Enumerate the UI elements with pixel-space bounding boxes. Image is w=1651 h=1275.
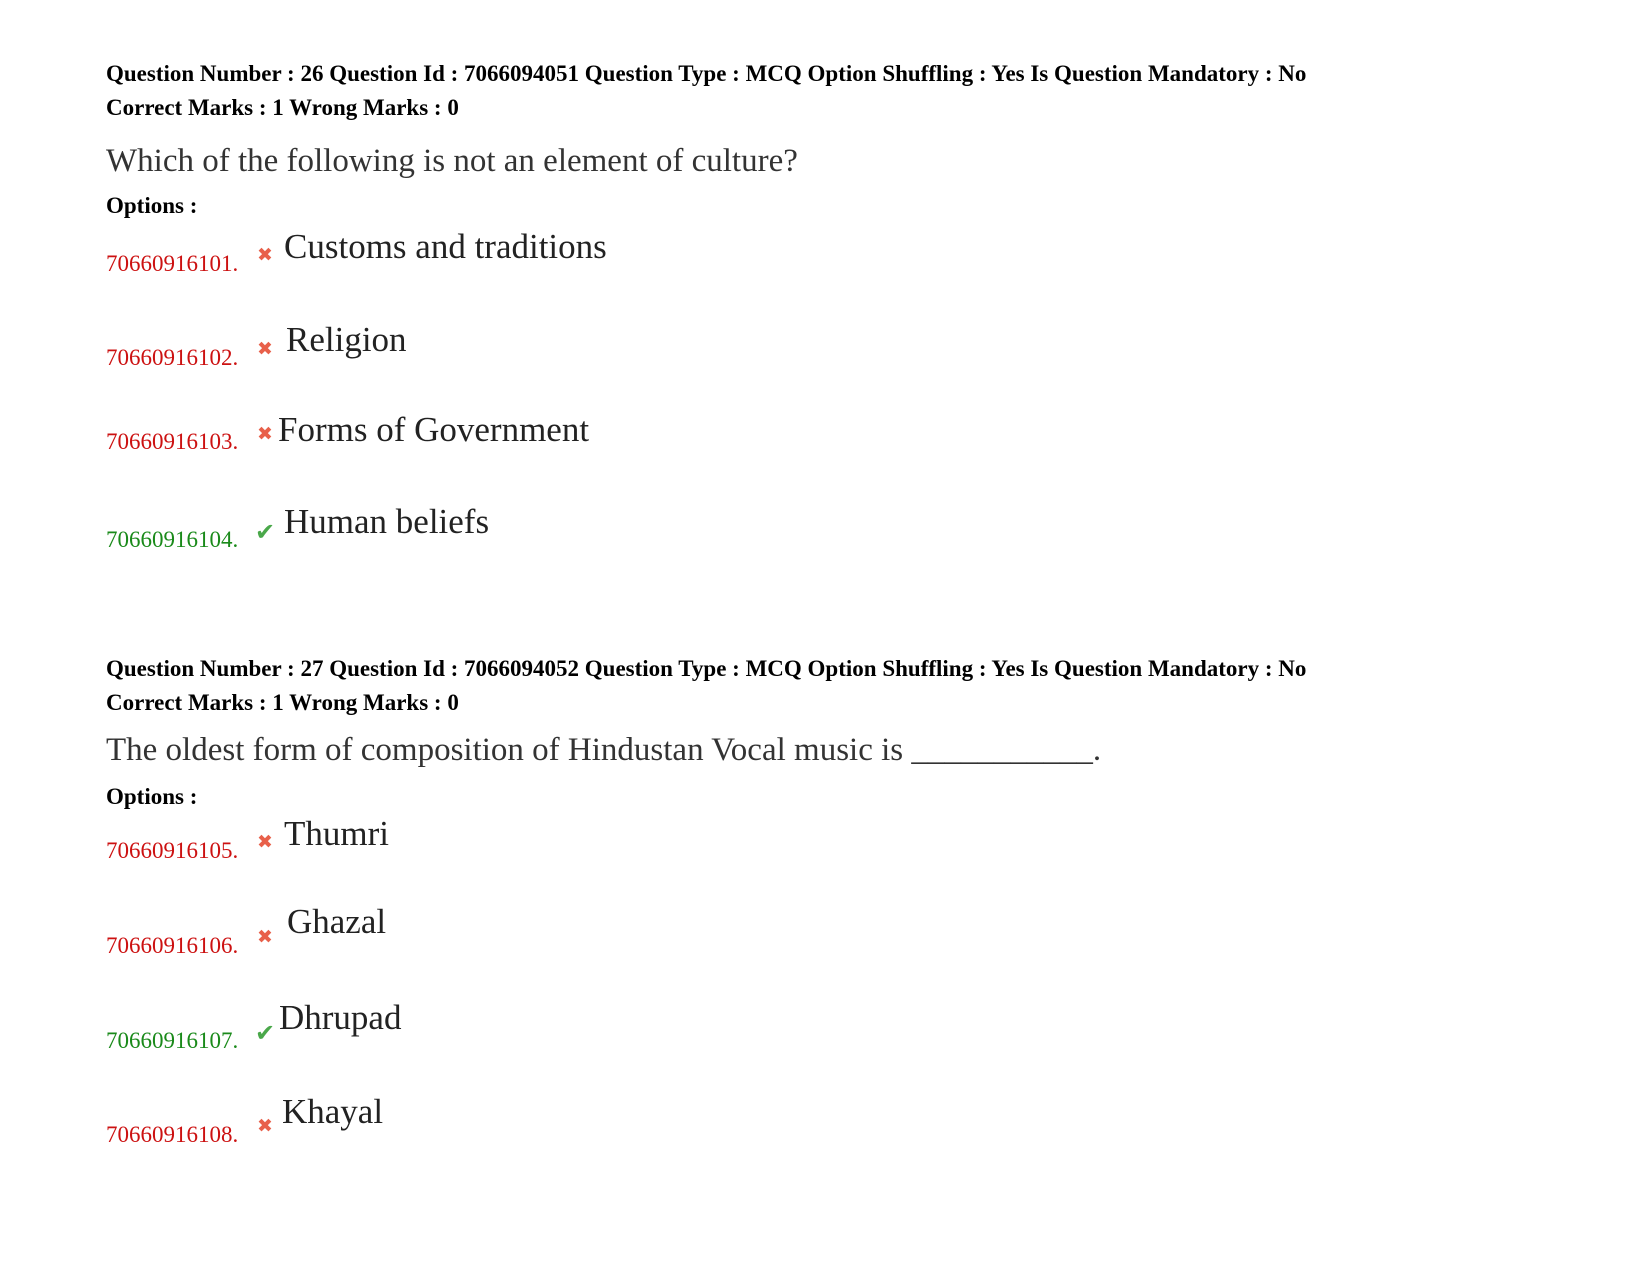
- question-text: The oldest form of composition of Hindustan Vocal music is ___________.: [106, 732, 1102, 768]
- cross-icon: ✖: [257, 831, 273, 853]
- option-text: Forms of Government: [278, 410, 590, 449]
- option-text: Human beliefs: [284, 502, 490, 541]
- question-marks-line: Correct Marks : 1 Wrong Marks : 0: [106, 95, 459, 120]
- cross-icon: ✖: [257, 423, 273, 445]
- option-id: 70660916108.: [106, 1122, 239, 1147]
- option-text: Thumri: [284, 814, 389, 853]
- question-marks-line: Correct Marks : 1 Wrong Marks : 0: [106, 690, 459, 715]
- option-id: 70660916102.: [106, 345, 239, 370]
- options-label: Options :: [106, 193, 198, 218]
- cross-icon: ✖: [257, 1115, 273, 1137]
- options-label: Options :: [106, 784, 198, 809]
- option-id: 70660916101.: [106, 251, 239, 276]
- option-id: 70660916107.: [106, 1028, 239, 1053]
- option-item: [106, 410, 1586, 515]
- option-item: [106, 320, 1586, 419]
- question-meta-line: Question Number : 27 Question Id : 7066094052 Question Type : MCQ Option Shuffling : Yes Is Question Mandatory : No: [106, 656, 1307, 681]
- option-item: [106, 502, 1586, 611]
- option-text: Khayal: [282, 1092, 384, 1131]
- cross-icon: ✖: [257, 926, 273, 948]
- option-item: [106, 227, 1586, 323]
- option-id: 70660916105.: [106, 838, 239, 863]
- option-text: Customs and traditions: [284, 227, 607, 266]
- question-meta-line: Question Number : 26 Question Id : 7066094051 Question Type : MCQ Option Shuffling : Yes Is Question Mandatory : No: [106, 61, 1307, 86]
- option-id: 70660916103.: [106, 429, 239, 454]
- cross-icon: ✖: [257, 338, 273, 360]
- check-icon: ✔: [254, 1019, 276, 1047]
- question-block: [106, 652, 1586, 1210]
- option-item: [106, 1092, 1586, 1210]
- cross-icon: ✖: [257, 244, 273, 266]
- option-id: 70660916104.: [106, 527, 239, 552]
- option-text: Ghazal: [287, 902, 387, 941]
- option-id: 70660916106.: [106, 933, 239, 958]
- check-icon: ✔: [254, 518, 276, 546]
- option-text: Dhrupad: [279, 998, 402, 1037]
- question-text: Which of the following is not an element of culture?: [106, 143, 798, 179]
- question-block: [106, 57, 1586, 611]
- option-text: Religion: [286, 320, 407, 359]
